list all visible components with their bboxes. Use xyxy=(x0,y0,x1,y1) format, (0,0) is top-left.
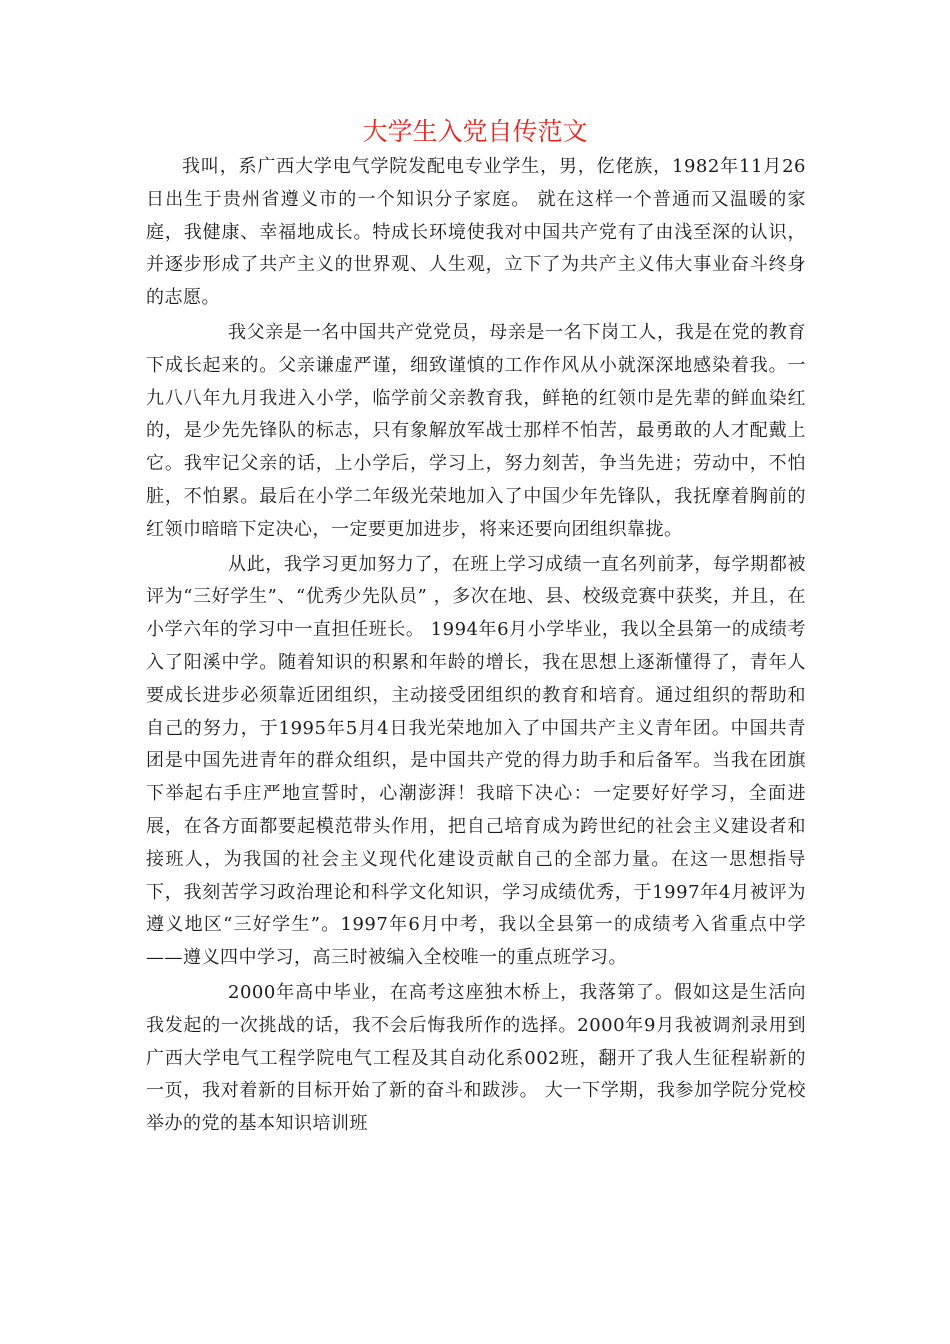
paragraph-university: 2000年高中毕业，在高考这座独木桥上，我落第了。假如这是生活向我发起的一次挑战的话，我不会后悔我所作的选择。2000年9月我被调剂录用到广西大学电气工程学院电气工程及其自动化系002班，翻开了我人生征程崭新的一页，我对着新的目标开始了新的奋斗和跋涉。 大一下学期，我参加学院分党校举办的党的基本知识培训班 xyxy=(146,981,806,1135)
paragraph-school-years: 从此，我学习更加努力了，在班上学习成绩一直名列前茅，每学期都被评为“三好学生”、“优秀少先队员” ，多次在地、县、校级竞赛中获奖，并且，在小学六年的学习中一直担任班长。 1994年6月小学毕业，我以全县第一的成绩考入了阳溪中学。随着知识的积累和年龄的增长，我在思想上逐渐懂得了，青年人要成长进步必须靠近团组织，主动接受团组织的教育和培育。通过组织的帮助和自己的努力，于1995年5月4日我光荣地加入了中国共产主义青年团。中国共青团是中国先进青年的群众组织，是中国共产党的得力助手和后备军。当我在团旗下举起右手庄严地宣誓时，心潮澎湃！我暗下决心：一定要好好学习，全面进展，在各方面都要起模范带头作用，把自己培育成为跨世纪的社会主义建设者和接班人，为我国的社会主义现代化建设贡献自己的全部力量。在这一思想指导下，我刻苦学习政治理论和科学文化知识，学习成绩优秀，于1997年4月被评为遵义地区“三好学生”。1997年6月中考，我以全县第一的成绩考入省重点中学——遵义四中学习，高三时被编入全校唯一的重点班学习。 xyxy=(146,553,806,969)
document-body xyxy=(146,151,806,1141)
paragraph-childhood: 我父亲是一名中国共产党党员，母亲是一名下岗工人，我是在党的教育下成长起来的。父亲谦虚严谨，细致谨慎的工作作风从小就深深地感染着我。一九八八年九月我进入小学，临学前父亲教育我，鲜艳的红领巾是先辈的鲜血染红的，是少先先锋队的标志，只有象解放军战士那样不怕苦，最勇敢的人才配戴上它。我牢记父亲的话，上小学后，学习上，努力刻苦，争当先进；劳动中，不怕脏，不怕累。最后在小学二年级光荣地加入了中国少年先锋队，我抚摩着胸前的红领巾暗暗下定决心，一定要更加进步，将来还要向团组织靠拢。 xyxy=(146,321,806,540)
document-title: 大学生入党自传范文 xyxy=(362,117,588,146)
paragraph-intro: 我叫，系广西大学电气学院发配电专业学生，男，仡佬族，1982年11月26日出生于贵州省遵义市的一个知识分子家庭。 就在这样一个普通而又温暖的家庭，我健康、幸福地成长。特成长环境使我对中国共产党有了由浅至深的认识，并逐步形成了共产主义的世界观、人生观，立下了为共产主义伟大事业奋斗终身的志愿。 xyxy=(146,156,806,309)
